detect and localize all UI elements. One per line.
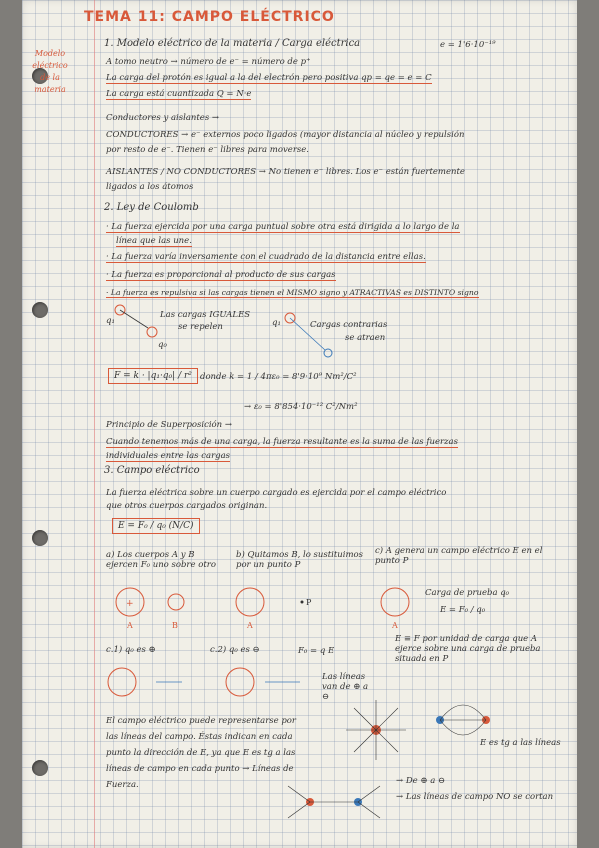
tg-note: E es tg a las líneas	[480, 738, 561, 748]
step-b: b) Quitamos B, lo sustituimos por un punto P	[236, 550, 364, 570]
field-line	[440, 705, 486, 720]
q1-label: q₁	[106, 316, 115, 326]
point-P	[301, 601, 304, 604]
label-P: P	[306, 598, 312, 607]
field-formula: E = F₀ / q₀ (N/C)	[112, 518, 200, 534]
field-line	[288, 786, 310, 802]
plus-sign: +	[126, 599, 134, 609]
s2-line: · La fuerza ejercida por una carga puntual sobre otra está dirigida a lo largo de la	[106, 222, 460, 232]
side-note: Modelo eléctrico de la materia	[32, 49, 68, 94]
q1-label-2: q₁	[272, 318, 281, 328]
atraen-label: se atraen	[345, 333, 386, 343]
s1-subheading: Conductores y aislantes →	[106, 113, 220, 123]
charge-A-3	[381, 588, 409, 616]
e-value: e = 1'6·10⁻¹⁹	[440, 40, 496, 50]
q0-label: q₀	[158, 340, 167, 350]
superposicion-heading: Principio de Superposición →	[106, 420, 232, 430]
contrarias-label: Cargas contrarias	[310, 320, 388, 330]
repelen-label: se repelen	[178, 322, 223, 332]
case-c1: c.1) q₀ es ⊕	[106, 645, 156, 655]
field-line	[354, 708, 376, 730]
margin-line	[94, 0, 95, 848]
s2-line: · La fuerza varía inversamente con el cuadrado de la distancia entre ellas.	[106, 252, 426, 262]
charge-B	[168, 594, 184, 610]
section2-heading: 2. Ley de Coulomb	[104, 202, 199, 213]
ring-hole	[32, 302, 48, 318]
charges-figure-2	[100, 660, 360, 710]
no-cortan-note: → Las líneas de campo NO se cortan	[396, 792, 554, 802]
field-line	[376, 730, 398, 752]
field-line	[288, 802, 310, 818]
s2-line: · La fuerza es proporcional al producto de sus cargas	[106, 270, 336, 280]
k-definition: donde k = 1 / 4πε₀ = 8'9·10⁹ Nm²/C²	[200, 372, 357, 382]
coulomb-figure	[100, 300, 400, 360]
paragraph-line: las líneas del campo. Éstas indican en cada	[106, 732, 293, 742]
field-lines-figure	[340, 690, 560, 770]
field-line	[354, 730, 376, 752]
paragraph-line: líneas de campo en cada punto → Líneas de	[106, 764, 294, 774]
label-A: A	[392, 621, 398, 630]
aislantes-line: AISLANTES / NO CONDUCTORES → No tienen e⁻ libres. Los e⁻ están fuertemente	[106, 167, 465, 177]
paragraph-line: El campo eléctrico puede representarse por	[106, 716, 296, 726]
charge-minus	[324, 349, 332, 357]
section3-heading: 3. Campo eléctrico	[104, 465, 200, 476]
force-equation: F₀ = q E	[298, 646, 335, 656]
s2-line: · La fuerza es repulsiva si las cargas tienen el MISMO signo y ATRACTIVAS es DISTINTO signo	[106, 288, 479, 297]
step-a: a) Los cuerpos A y B ejercen F₀ uno sobre otro	[106, 550, 216, 570]
ring-hole	[32, 530, 48, 546]
conductores-line: CONDUCTORES → e⁻ externos poco ligados (mayor distancia al núcleo y repulsión	[106, 130, 465, 140]
superposicion-line: individuales entre las cargas	[106, 451, 230, 461]
aislantes-line: ligados a los átomos	[106, 182, 194, 192]
e-definition: E = F₀ / q₀	[440, 605, 486, 615]
s1-line: La carga del protón es igual a la del electrón pero positiva qp = qe = e = C	[106, 73, 432, 83]
field-line	[358, 786, 380, 802]
charge-q0	[147, 327, 157, 337]
de-a-note: → De ⊕ a ⊖	[396, 776, 446, 786]
charge-plus-c2	[226, 668, 254, 696]
s3-line: que otros cuerpos cargados originan.	[106, 501, 268, 511]
paragraph-line: punto la dirección de E, ya que E es tg a las	[106, 748, 296, 758]
field-line	[376, 708, 398, 730]
s1-line: A tomo neutro → número de e⁻ = número de p⁺	[106, 57, 311, 67]
label-B: B	[172, 621, 178, 630]
iguales-label: Las cargas IGUALES	[160, 310, 251, 320]
coulomb-formula: F = k · |q₁·q₀| / r²	[108, 368, 198, 384]
conductores-line: por resto de e⁻. Tienen e⁻ libres para moverse.	[106, 145, 309, 155]
line	[120, 310, 148, 328]
charge-A-2	[236, 588, 264, 616]
field-line	[440, 720, 486, 735]
e-explanation: E ≡ F por unidad de carga que A ejerce sobre una carga de prueba situada en P	[395, 634, 541, 664]
ring-hole	[32, 760, 48, 776]
case-c2: c.2) q₀ es ⊖	[210, 645, 260, 655]
lineas-note: Las líneas van de ⊕ a ⊖	[322, 672, 369, 702]
page-title: TEMA 11: CAMPO ELÉCTRICO	[84, 9, 335, 25]
section1-heading: 1. Modelo eléctrico de la materia / Carga eléctrica	[104, 38, 361, 49]
label-A: A	[247, 621, 253, 630]
step-c: c) A genera un campo eléctrico E en el punto P	[375, 546, 543, 566]
field-line	[358, 802, 380, 818]
s1-line: La carga está cuantizada Q = N·e	[106, 89, 252, 99]
superposicion-line: Cuando tenemos más de una carga, la fuerza resultante es la suma de las fuerzas	[106, 437, 458, 447]
label-A: A	[127, 621, 133, 630]
s2-line: línea que las une.	[116, 236, 192, 246]
carga-prueba: Carga de prueba q₀	[425, 588, 510, 598]
charge-plus-c1	[108, 668, 136, 696]
s3-line: La fuerza eléctrica sobre un cuerpo cargado es ejercida por el campo eléctrico	[106, 488, 447, 498]
dipole-figure	[280, 780, 390, 830]
paragraph-line: Fuerza.	[106, 780, 139, 790]
epsilon-definition: → ε₀ = 8'854·10⁻¹² C²/Nm²	[244, 402, 358, 412]
